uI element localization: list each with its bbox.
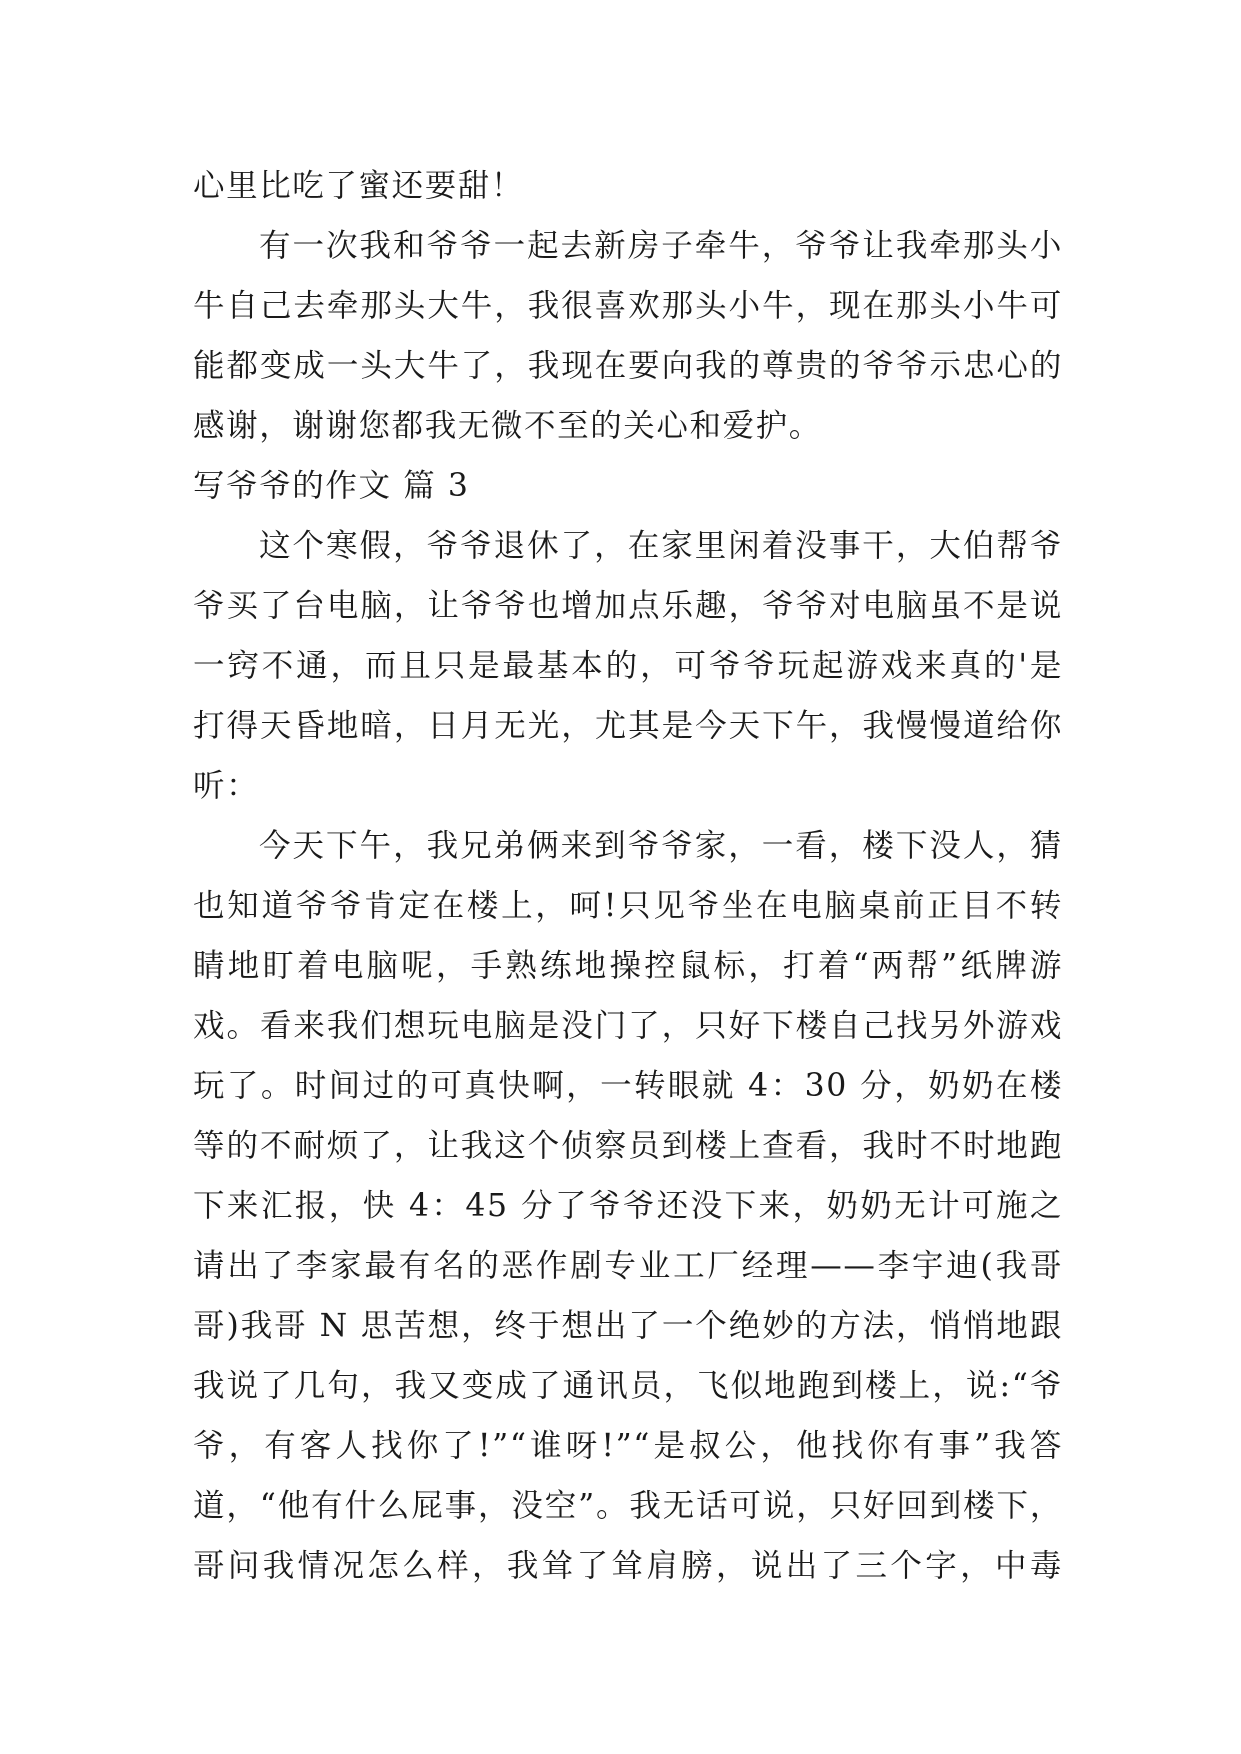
paragraph-start-line: 今天下午，我兄弟俩来到爷爷家，一看，楼下没人，猜	[259, 828, 1063, 864]
text-line: 打得天昏地暗，日月无光，尤其是今天下午，我慢慢道给你	[193, 708, 1063, 744]
text-line: 哥问我情况怎么样，我耸了耸肩膀，说出了三个字，中毒	[193, 1548, 1063, 1584]
text-line: 听：	[193, 768, 260, 804]
text-line: 请出了李家最有名的恶作剧专业工厂经理——李宇迪(我哥	[193, 1248, 1063, 1284]
text-line: 玩了。时间过的可真快啊，一转眼就 4：30 分，奶奶在楼	[193, 1068, 1063, 1104]
text-line: 一窍不通，而且只是最基本的，可爷爷玩起游戏来真的'是	[193, 648, 1063, 684]
text-line: 能都变成一头大牛了，我现在要向我的尊贵的爷爷示忠心的	[193, 348, 1063, 384]
text-line: 感谢，谢谢您都我无微不至的关心和爱护。	[193, 408, 822, 444]
text-line: 道，“他有什么屁事，没空”。我无话可说，只好回到楼下，	[193, 1488, 1063, 1524]
text-line: 爷买了台电脑，让爷爷也增加点乐趣，爷爷对电脑虽不是说	[193, 588, 1063, 624]
text-line: 戏。看来我们想玩电脑是没门了，只好下楼自己找另外游戏	[193, 1008, 1063, 1044]
text-line: 也知道爷爷肯定在楼上，呵!只见爷坐在电脑桌前正目不转	[193, 888, 1063, 924]
paragraph-start-line: 有一次我和爷爷一起去新房子牵牛，爷爷让我牵那头小	[259, 228, 1063, 264]
text-line: 睛地盯着电脑呢，手熟练地操控鼠标，打着“两帮”纸牌游	[193, 948, 1063, 984]
text-line: 牛自己去牵那头大牛，我很喜欢那头小牛，现在那头小牛可	[193, 288, 1063, 324]
text-line: 我说了几句，我又变成了通讯员，飞似地跑到楼上，说:“爷	[193, 1368, 1063, 1404]
text-line: 心里比吃了蜜还要甜！	[193, 168, 525, 204]
text-line: 哥)我哥 N 思苦想，终于想出了一个绝妙的方法，悄悄地跟	[193, 1308, 1063, 1344]
section-heading: 写爷爷的作文 篇 3	[193, 468, 470, 504]
paragraph-start-line: 这个寒假，爷爷退休了，在家里闲着没事干，大伯帮爷	[259, 528, 1063, 564]
text-line: 下来汇报，快 4：45 分了爷爷还没下来，奶奶无计可施之	[193, 1188, 1063, 1224]
text-line: 爷，有客人找你了!”“谁呀!”“是叔公，他找你有事”我答	[193, 1428, 1063, 1464]
text-line: 等的不耐烦了，让我这个侦察员到楼上查看，我时不时地跑	[193, 1128, 1063, 1164]
essay-text	[193, 156, 1063, 1596]
